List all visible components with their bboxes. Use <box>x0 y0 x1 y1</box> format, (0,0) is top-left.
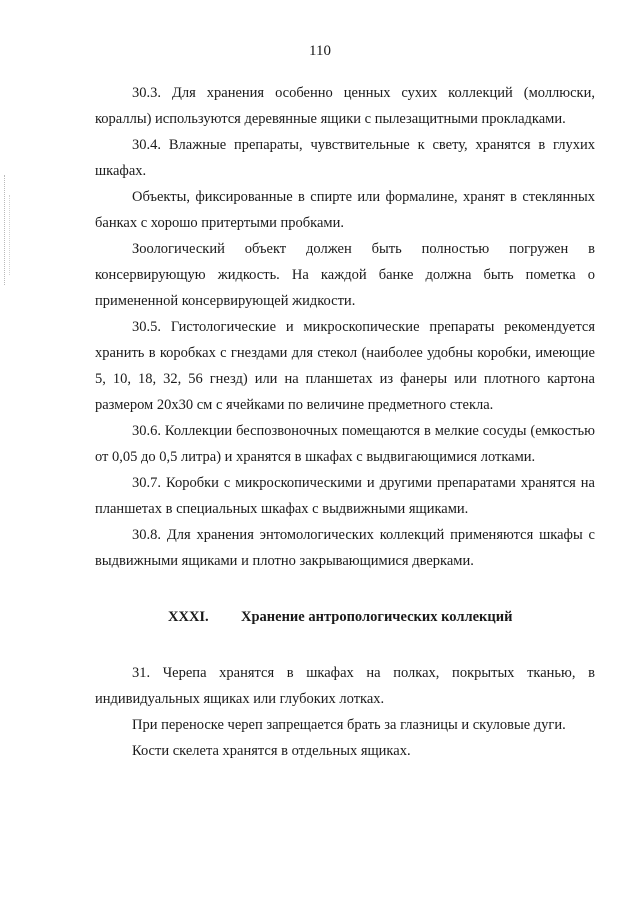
section-title: Хранение антропологических коллекций <box>241 609 513 625</box>
scan-artifact <box>9 195 20 275</box>
paragraph-30-6: 30.6. Коллекции беспозвоночных помещаются в мелкие сосуды (емкостью от 0,05 до 0,5 литра) и хранятся в шкафах с выдвигающимися лотками. <box>95 423 595 465</box>
paragraph-fixed-objects: Объекты, фиксированные в спирте или формалине, хранят в стеклянных банках с хорошо притертыми пробками. <box>95 189 595 231</box>
paragraph-skeleton-bones: Кости скелета хранятся в отдельных ящиках. <box>132 743 411 759</box>
paragraph-skull-carrying: При переноске череп запрещается брать за глазницы и скуловые дуги. <box>132 717 566 733</box>
section-heading <box>95 604 595 630</box>
paragraph-30-3: 30.3. Для хранения особенно ценных сухих коллекций (моллюски, кораллы) используются деревянные ящики с пылезащитными прокладками. <box>95 85 595 127</box>
paragraph-31: 31. Черепа хранятся в шкафах на полках, покрытых тканью, в индивидуальных ящиках или глубоких лотках. <box>95 665 595 707</box>
paragraph-30-8: 30.8. Для хранения энтомологических коллекций применяются шкафы с выдвижными ящиками и плотно закрывающимися дверками. <box>95 527 595 569</box>
page-number: 110 <box>309 43 331 59</box>
body-text <box>95 80 595 764</box>
paragraph-30-7: 30.7. Коробки с микроскопическими и другими препаратами хранятся на планшетах в специальных шкафах с выдвижными ящиками. <box>95 475 595 517</box>
paragraph-zoological-object: Зоологический объект должен быть полностью погружен в консервирующую жидкость. На каждой банке должна быть пометка о примененной консервирующей жидкости. <box>95 241 595 309</box>
paragraph-30-4: 30.4. Влажные препараты, чувствительные к свету, хранятся в глухих шкафах. <box>95 137 595 179</box>
section-number: XXXI. <box>168 609 209 625</box>
paragraph-30-5: 30.5. Гистологические и микроскопические препараты рекомендуется хранить в коробках с гнездами для стекол (наиболее удобны коробки, имеющие 5, 10, 18, 32, 56 гнезд) или на планшетах из фанеры или плотного картона размером 20х30 см с ячейками по величине предметного стекла. <box>95 319 595 413</box>
